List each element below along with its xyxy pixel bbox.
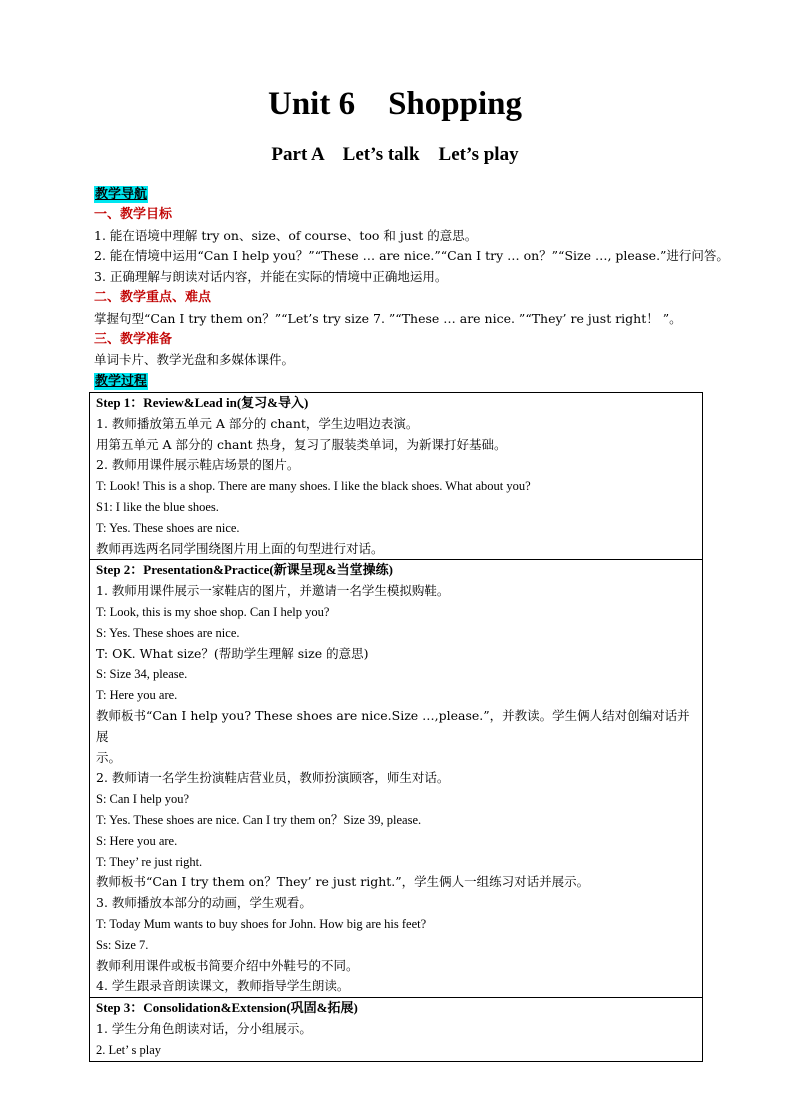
step-cell bbox=[90, 998, 703, 1061]
section-line: 掌握句型“Can I try them on？”“Let’s try size 7. ”“These … are nice. ”“They’ re just right！ ”。 bbox=[94, 310, 682, 326]
teaching-process-table bbox=[89, 392, 703, 1062]
step-row bbox=[90, 560, 703, 998]
step-line: T: OK. What size？(帮助学生理解 size 的意思) bbox=[96, 645, 369, 661]
step-line: 教师板书“Can I help you? These shoes are nice.Size …,please.”，并教读。学生俩人结对创编对话并展 bbox=[96, 707, 690, 744]
step-line: 教师再选两名同学围绕图片用上面的句型进行对话。 bbox=[96, 540, 384, 556]
step-line: 示。 bbox=[96, 749, 122, 765]
step-line: T: They’ re just right. bbox=[96, 854, 203, 869]
step-title: Step 2：Presentation&Practice(新课呈现&当堂操练) bbox=[96, 562, 393, 578]
step-line: 2. Let’ s play bbox=[96, 1042, 162, 1057]
section-key-points bbox=[94, 288, 706, 330]
section-preparation bbox=[94, 330, 706, 372]
step-line: T: Yes. These shoes are nice. Can I try them on？Size 39, please. bbox=[96, 812, 422, 827]
step-line: S: Here you are. bbox=[96, 833, 178, 848]
step-cell bbox=[90, 393, 703, 560]
page-title: Unit 6 Shopping bbox=[267, 86, 523, 122]
step-line: 1. 教师播放第五单元 A 部分的 chant，学生边唱边表演。 bbox=[96, 415, 419, 431]
step-line: T: Look! This is a shop. There are many shoes. I like the black shoes. What about you? bbox=[96, 479, 531, 494]
step-row bbox=[90, 393, 703, 560]
step-line: 1. 学生分角色朗读对话，分小组展示。 bbox=[96, 1020, 312, 1036]
teaching-guide bbox=[94, 184, 729, 392]
section-heading: 三、教学准备 bbox=[94, 331, 173, 347]
step-line: 教师板书“Can I try them on？They’ re just right.”，学生俩人一组练习对话并展示。 bbox=[96, 874, 590, 890]
step-cell bbox=[90, 560, 703, 998]
step-line: 1. 教师用课件展示一家鞋店的图片，并邀请一名学生模拟购鞋。 bbox=[96, 583, 450, 599]
section-line: 单词卡片、教学光盘和多媒体课件。 bbox=[94, 352, 295, 368]
step-line: S: Size 34, please. bbox=[96, 667, 188, 682]
section-line: 1. 能在语境中理解 try on、size、of course、too 和 just 的意思。 bbox=[94, 227, 478, 243]
section-heading: 一、教学目标 bbox=[94, 206, 173, 222]
step-line: T: Here you are. bbox=[96, 688, 178, 703]
section-objectives bbox=[94, 205, 729, 288]
step-line: T: Look, this is my shoe shop. Can I help you? bbox=[96, 604, 330, 619]
section-line: 2. 能在情境中运用“Can I help you？”“These … are nice.”“Can I try … on？”“Size …, please.”进行问答。 bbox=[94, 248, 729, 264]
step-line: T: Today Mum wants to buy shoes for John. How big are his feet? bbox=[96, 916, 427, 931]
step-row bbox=[90, 998, 703, 1061]
step-title: Step 3：Consolidation&Extension(巩固&拓展) bbox=[96, 1000, 358, 1016]
teaching-guide-label: 教学导航 bbox=[95, 187, 148, 202]
step-line: S1: I like the blue shoes. bbox=[96, 499, 219, 514]
step-line: 用第五单元 A 部分的 chant 热身，复习了服装类单词，为新课打好基础。 bbox=[96, 436, 507, 452]
step-title: Step 1：Review&Lead in(复习&导入) bbox=[96, 395, 309, 410]
step-line: S: Can I help you? bbox=[96, 792, 190, 807]
section-line: 3. 正确理解与朗读对话内容，并能在实际的情境中正确地运用。 bbox=[94, 269, 448, 285]
step-line: 教师利用课件或板书简要介绍中外鞋号的不同。 bbox=[96, 957, 359, 973]
step-line: T: Yes. These shoes are nice. bbox=[96, 520, 240, 535]
step-line: 3. 教师播放本部分的动画，学生观看。 bbox=[96, 895, 312, 911]
step-line: 4. 学生跟录音朗读课文，教师指导学生朗读。 bbox=[96, 978, 350, 994]
teaching-process-label: 教学过程 bbox=[95, 374, 148, 390]
step-line: Ss: Size 7. bbox=[96, 937, 149, 952]
step-line: 2. 教师用课件展示鞋店场景的图片。 bbox=[96, 457, 300, 473]
page-subtitle: Part A Let’s talk Let’s play bbox=[271, 144, 519, 165]
step-line: S: Yes. These shoes are nice. bbox=[96, 625, 240, 640]
section-heading: 二、教学重点、难点 bbox=[94, 289, 212, 305]
step-line: 2. 教师请一名学生扮演鞋店营业员，教师扮演顾客，师生对话。 bbox=[96, 770, 450, 786]
